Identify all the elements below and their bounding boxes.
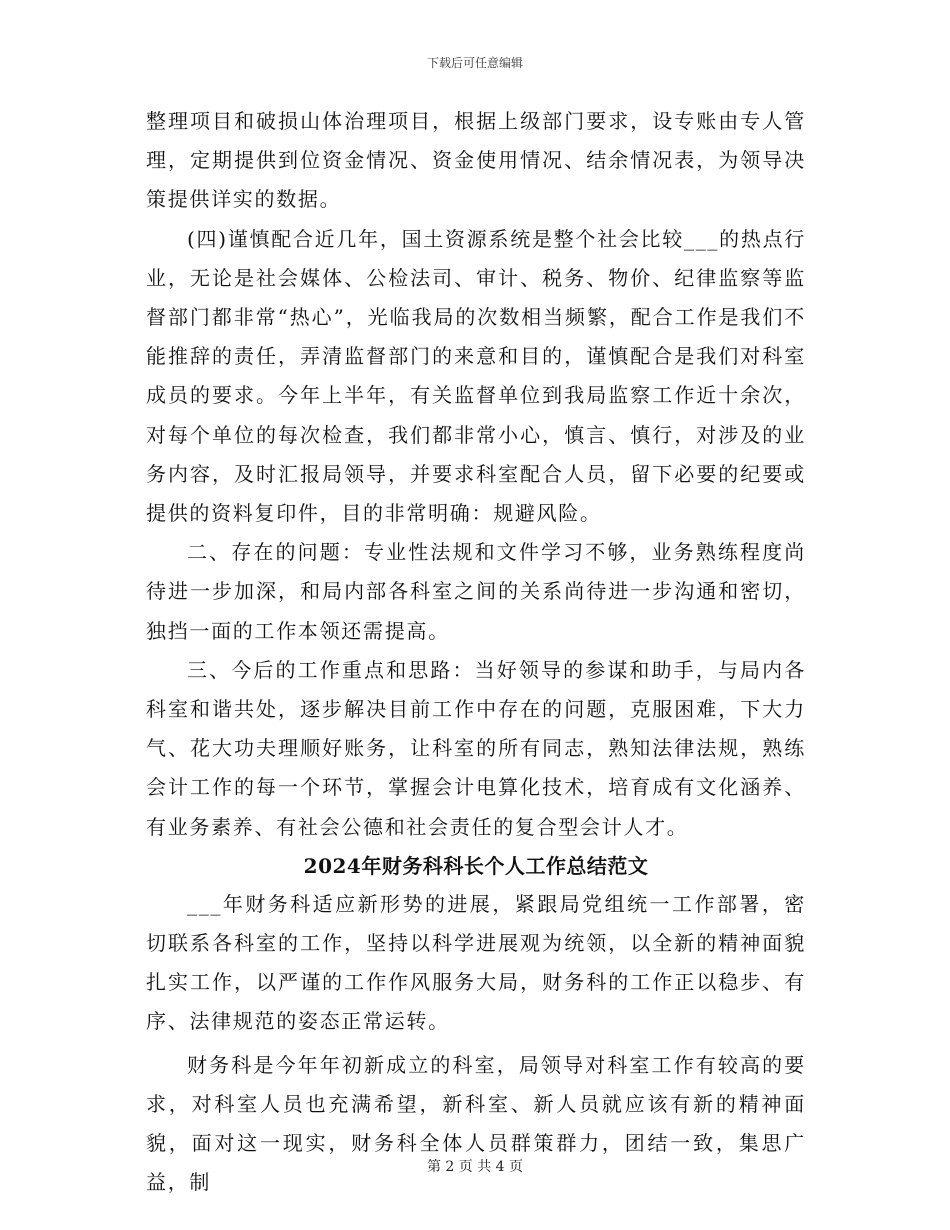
page-header-note: 下载后可任意编辑 — [426, 56, 523, 70]
paragraph-cautious-cooperation: (四)谨慎配合近几年，国土资源系统是整个社会比较___的热点行业，无论是社会媒体、公检法司、审计、税务、物价、纪律监察等监督部门都非常“热心”，光临我局的次数相当频繁，配合工作是我们不能推辞的责任，弄清监督部门的来意和目的，谨慎配合是我们对科室成员的要求。今年上半年，有关监督单位到我局监察工作近十余次，对每个单位的每次检查，我们都非常小心，慎言、慎行，对涉及的业务内容，及时汇报局领导，并要求科室配合人员，留下必要的纪要或提供的资料复印件，目的非常明确：规避风险。 — [146, 226, 806, 526]
paragraph-existing-problems: 二、存在的问题：专业性法规和文件学习不够，业务熟练程度尚待进一步加深，和局内部各科室之间的关系尚待进一步沟通和密切，独挡一面的工作本领还需提高。 — [146, 540, 806, 643]
paragraph-new-department: 财务科是今年年初新成立的科室，局领导对科室工作有较高的要求，对科室人员也充满希望，新科室、新人员就应该有新的精神面貌，面对这一现实，财务科全体人员群策群力，团结一致，集思广益，制 — [146, 1052, 806, 1195]
document-body — [146, 102, 806, 1202]
section-title: 2024年财务科科长个人工作总结范文 — [303, 853, 649, 878]
paragraph-continuation: 整理项目和破损山体治理项目，根据上级部门要求，设专账由专人管理，定期提供到位资金情况、资金使用情况、结余情况表，为领导决策提供详实的数据。 — [146, 109, 806, 212]
paragraph-intro: ___年财务科适应新形势的进展，紧跟局党组统一工作部署，密切联系各科室的工作，坚持以科学进展观为统领，以全新的精神面貌扎实工作，以严谨的工作作风服务大局，财务科的工作正以稳步、有序、法律规范的姿态正常运转。 — [146, 891, 806, 1034]
page-indicator: 第 2 页 共 4 页 — [426, 1159, 524, 1175]
paragraph-future-focus: 三、今后的工作重点和思路：当好领导的参谋和助手，与局内各科室和谐共处，逐步解决目前工作中存在的问题，克服困难，下大力气、花大功夫理顺好账务，让科室的所有同志，熟知法律法规，熟练会计工作的每一个环节，掌握会计电算化技术，培育成有文化涵养、有业务素养、有社会公德和社会责任的复合型会计人才。 — [146, 657, 806, 839]
